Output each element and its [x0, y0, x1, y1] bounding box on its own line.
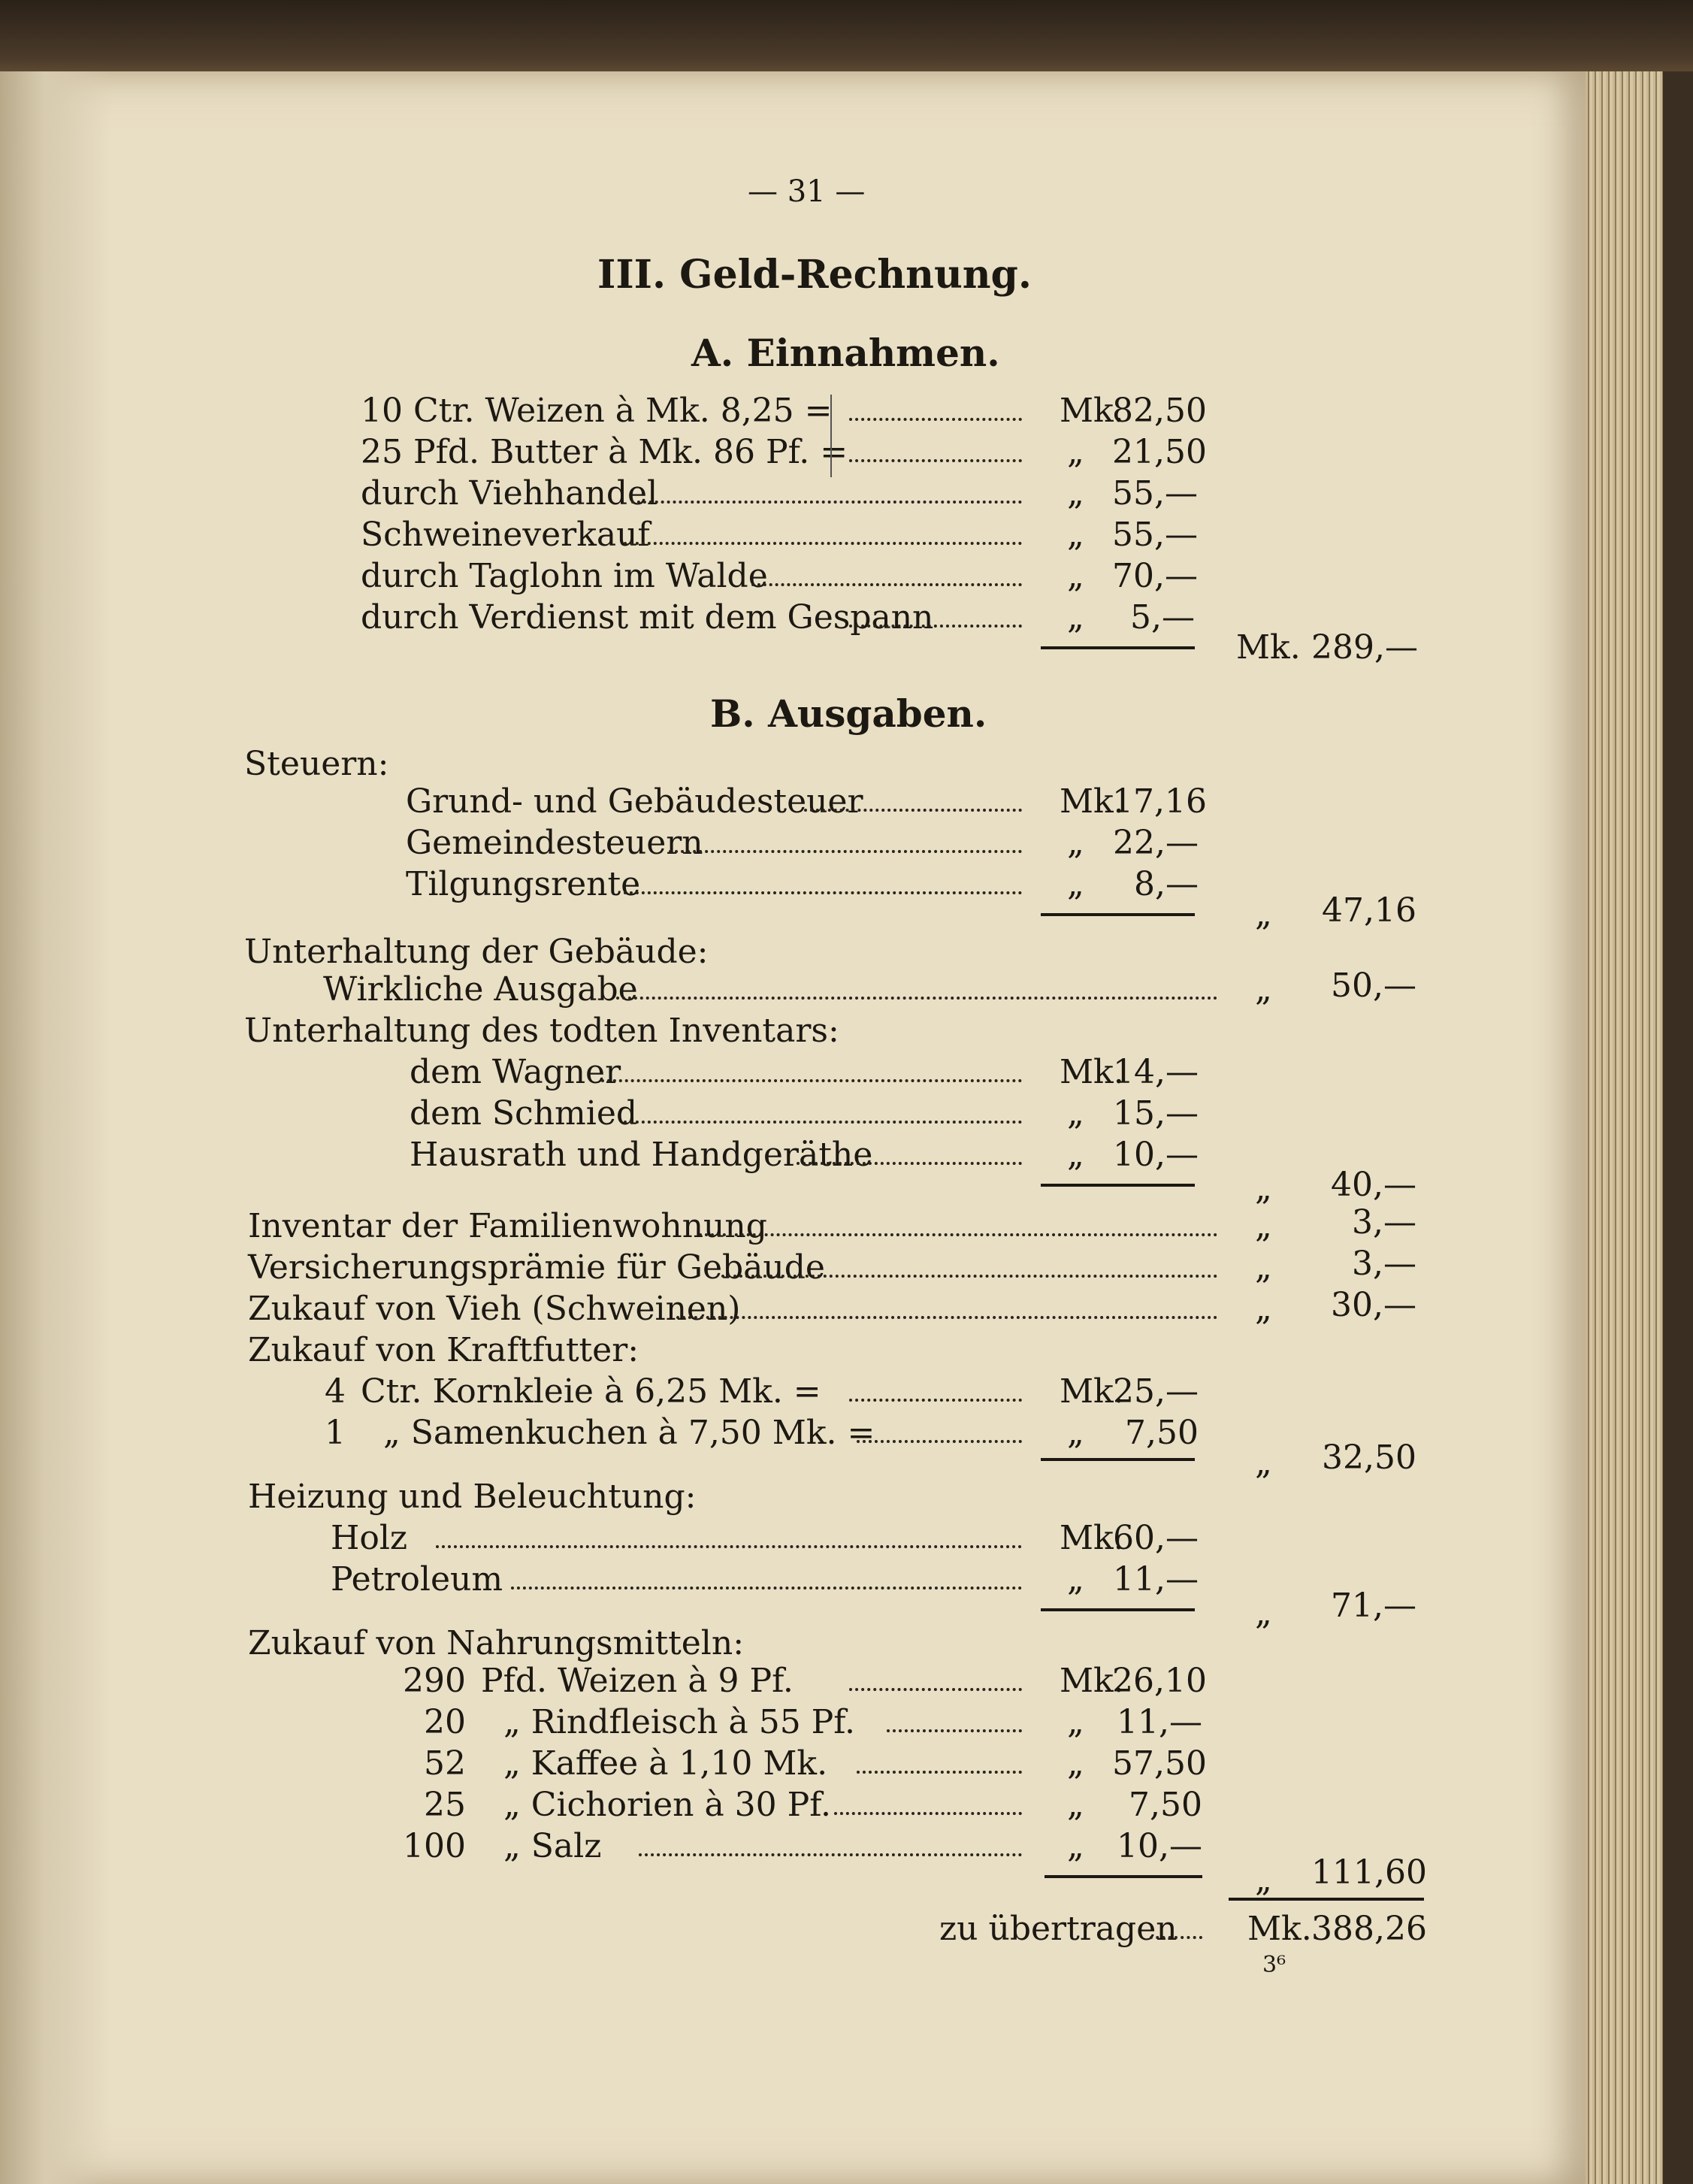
group-total: 40,—: [1331, 1166, 1416, 1204]
group-total-unit: „: [1255, 895, 1272, 933]
sum-rule: [1041, 1458, 1195, 1461]
carry-unit: Mk.: [1247, 1910, 1312, 1948]
leader-dots: [857, 1771, 1022, 1774]
carry-amount: 388,26: [1311, 1910, 1427, 1948]
group-label: Zukauf von Kraftfutter:: [248, 1331, 639, 1369]
grand-sum-rule: [1229, 1898, 1424, 1901]
leader-dots: [849, 1688, 1022, 1691]
income-row-label: durch Viehhandel: [361, 474, 658, 513]
income-row-amount: 55,—: [1112, 474, 1198, 513]
expense-row-label: „ Salz: [503, 1827, 602, 1865]
leader-dots: [751, 583, 1022, 586]
expense-row-amount: 17,16: [1112, 782, 1207, 821]
group-total-unit: „: [1255, 1290, 1272, 1328]
expense-row-label: Versicherungsprämie für Gebäude: [248, 1248, 825, 1287]
leader-dots: [849, 625, 1022, 628]
expense-row-amount: 10,—: [1113, 1136, 1199, 1174]
expense-row-unit: „: [1067, 1703, 1084, 1741]
leader-dots: [601, 1079, 1022, 1082]
income-row-unit: „: [1067, 557, 1084, 595]
quantity: 290: [403, 1662, 466, 1700]
expense-row-label: Pfd. Weizen à 9 Pf.: [481, 1662, 794, 1700]
expense-row-label: Tilgungsrente: [406, 865, 641, 903]
section-b-heading: B. Ausgaben.: [710, 691, 987, 736]
leader-dots: [624, 1121, 1022, 1124]
expense-row-label: dem Wagner: [410, 1053, 621, 1091]
quantity: 1: [325, 1414, 346, 1452]
group-total: 32,50: [1322, 1438, 1416, 1477]
group-total: 111,60: [1311, 1853, 1427, 1892]
expense-row-label: „ Kaffee à 1,10 Mk.: [503, 1744, 828, 1783]
group-label: Heizung und Beleuchtung:: [248, 1478, 697, 1516]
expense-row-amount: 7,50: [1129, 1786, 1202, 1824]
expense-row-label: „ Cichorien à 30 Pf.: [503, 1786, 831, 1824]
income-row-unit: Mk.: [1060, 392, 1124, 430]
income-row-unit: „: [1067, 474, 1084, 513]
expense-row-amount: 60,—: [1113, 1519, 1199, 1557]
group-label: Unterhaltung der Gebäude:: [244, 933, 709, 971]
expense-row-unit: Mk.: [1060, 1662, 1124, 1700]
leader-dots: [849, 1399, 1022, 1402]
expense-row-unit: „: [1067, 1786, 1084, 1824]
expense-row-label: Holz: [331, 1519, 408, 1557]
expense-row-unit: „: [1067, 1744, 1084, 1783]
income-total-unit: Mk.: [1236, 628, 1301, 667]
expense-row-unit: „: [1067, 1827, 1084, 1865]
income-row-amount: 5,—: [1130, 598, 1195, 637]
income-total: 289,—: [1311, 628, 1418, 667]
group-total-unit: „: [1255, 1248, 1272, 1287]
expense-row-amount: 25,—: [1113, 1372, 1199, 1411]
expense-row-unit: „: [1067, 824, 1084, 862]
expense-row-unit: „: [1067, 1136, 1084, 1174]
expense-row-amount: 11,—: [1117, 1703, 1202, 1741]
income-row-amount: 70,—: [1112, 557, 1198, 595]
leader-dots: [624, 891, 1022, 894]
expense-row-amount: 26,10: [1112, 1662, 1207, 1700]
quantity: 25: [424, 1786, 466, 1824]
group-total-unit: „: [1255, 1594, 1272, 1632]
section-a-heading: A. Einnahmen.: [691, 331, 1000, 375]
income-row-amount: 55,—: [1112, 516, 1198, 554]
expense-row-label: dem Schmied: [410, 1094, 638, 1133]
quantity: 4: [325, 1372, 346, 1411]
expense-row-label: „ Rindfleisch à 55 Pf.: [503, 1703, 855, 1741]
income-row-unit: „: [1067, 516, 1084, 554]
group-label: Zukauf von Nahrungsmitteln:: [248, 1624, 745, 1662]
group-total: 30,—: [1331, 1286, 1416, 1324]
expense-row-label: „ Samenkuchen à 7,50 Mk. =: [383, 1414, 875, 1452]
brace-mark: [830, 395, 832, 477]
page-title: III. Geld-Rechnung.: [597, 252, 1032, 298]
group-total: 3,—: [1352, 1245, 1416, 1283]
leader-dots: [631, 501, 1022, 504]
income-row-label: 10 Ctr. Weizen à Mk. 8,25 =: [361, 392, 833, 430]
group-label: Steuern:: [244, 745, 389, 783]
quantity: 52: [424, 1744, 466, 1783]
leader-dots: [804, 809, 1022, 812]
expense-row-label: Wirkliche Ausgabe: [323, 970, 638, 1009]
leader-dots: [849, 418, 1022, 421]
income-row-unit: „: [1067, 433, 1084, 471]
expense-row-amount: 8,—: [1134, 865, 1199, 903]
expense-row-unit: Mk.: [1060, 782, 1124, 821]
leader-dots: [797, 1162, 1022, 1165]
group-total-unit: „: [1255, 1169, 1272, 1208]
carry-label: zu übertragen: [939, 1910, 1178, 1948]
leader-dots: [834, 1812, 1022, 1815]
group-total-unit: „: [1255, 1444, 1272, 1482]
expense-row-unit: „: [1067, 1560, 1084, 1599]
expense-row-unit: „: [1067, 1414, 1084, 1452]
income-row-label: 25 Pfd. Butter à Mk. 86 Pf. =: [361, 433, 848, 471]
group-total-unit: „: [1255, 1207, 1272, 1245]
leader-dots: [676, 1316, 1217, 1319]
leader-dots: [849, 459, 1022, 462]
leader-dots: [511, 1587, 1022, 1590]
leader-dots: [857, 1440, 1022, 1443]
expense-row-unit: „: [1067, 865, 1084, 903]
quantity: 20: [424, 1703, 466, 1741]
sum-rule: [1041, 646, 1195, 649]
group-total: 50,—: [1331, 966, 1416, 1005]
income-row-label: durch Taglohn im Walde: [361, 557, 768, 595]
expense-row-unit: Mk.: [1060, 1372, 1124, 1411]
income-row-unit: „: [1067, 598, 1084, 637]
leader-dots: [887, 1729, 1022, 1732]
expense-row-unit: „: [1067, 1094, 1084, 1133]
sum-rule: [1045, 1875, 1202, 1878]
expense-row-amount: 57,50: [1112, 1744, 1207, 1783]
leader-dots: [699, 1233, 1217, 1236]
expense-row-amount: 11,—: [1113, 1560, 1199, 1599]
leader-dots: [436, 1545, 1022, 1548]
page-edges: [1586, 71, 1693, 2184]
page-number: — 31 —: [748, 174, 866, 209]
expense-row-unit: Mk.: [1060, 1053, 1124, 1091]
leader-dots: [639, 1853, 1022, 1856]
leader-dots: [1150, 1936, 1202, 1939]
leader-dots: [624, 542, 1022, 545]
income-row-amount: 21,50: [1112, 433, 1207, 471]
sum-rule: [1041, 1184, 1195, 1187]
leader-dots: [616, 997, 1217, 1000]
group-total-unit: „: [1255, 970, 1272, 1009]
income-row-label: Schweineverkauf: [361, 516, 650, 554]
income-row-label: durch Verdienst mit dem Gespann: [361, 598, 934, 637]
expense-row-label: Hausrath und Handgeräthe: [410, 1136, 873, 1174]
book-top-edge: [0, 0, 1693, 83]
expense-row-unit: Mk.: [1060, 1519, 1124, 1557]
group-total: 47,16: [1322, 891, 1416, 930]
group-total: 3,—: [1352, 1203, 1416, 1242]
expense-row-amount: 15,—: [1113, 1094, 1199, 1133]
expense-row-label: Petroleum: [331, 1560, 503, 1599]
expense-row-label: Grund- und Gebäudesteuer: [406, 782, 863, 821]
expense-row-amount: 14,—: [1113, 1053, 1199, 1091]
signature-mark: 3⁶: [1262, 1952, 1286, 1978]
expense-row-amount: 7,50: [1125, 1414, 1199, 1452]
expense-row-amount: 10,—: [1117, 1827, 1202, 1865]
group-total: 71,—: [1331, 1587, 1416, 1625]
expense-row-label: Inventar der Familienwohnung: [248, 1207, 767, 1245]
leader-dots: [669, 850, 1022, 853]
expense-row-label: Ctr. Kornkleie à 6,25 Mk. =: [361, 1372, 821, 1411]
expense-row-label: Gemeindesteuern: [406, 824, 703, 862]
page-gutter: [0, 71, 113, 2184]
leader-dots: [721, 1275, 1217, 1278]
expense-row-label: Zukauf von Vieh (Schweinen): [248, 1290, 741, 1328]
income-row-amount: 82,50: [1112, 392, 1207, 430]
quantity: 100: [403, 1827, 466, 1865]
group-label: Unterhaltung des todten Inventars:: [244, 1012, 839, 1050]
expense-row-amount: 22,—: [1113, 824, 1199, 862]
sum-rule: [1041, 913, 1195, 916]
sum-rule: [1041, 1608, 1195, 1611]
group-total-unit: „: [1255, 1861, 1272, 1899]
